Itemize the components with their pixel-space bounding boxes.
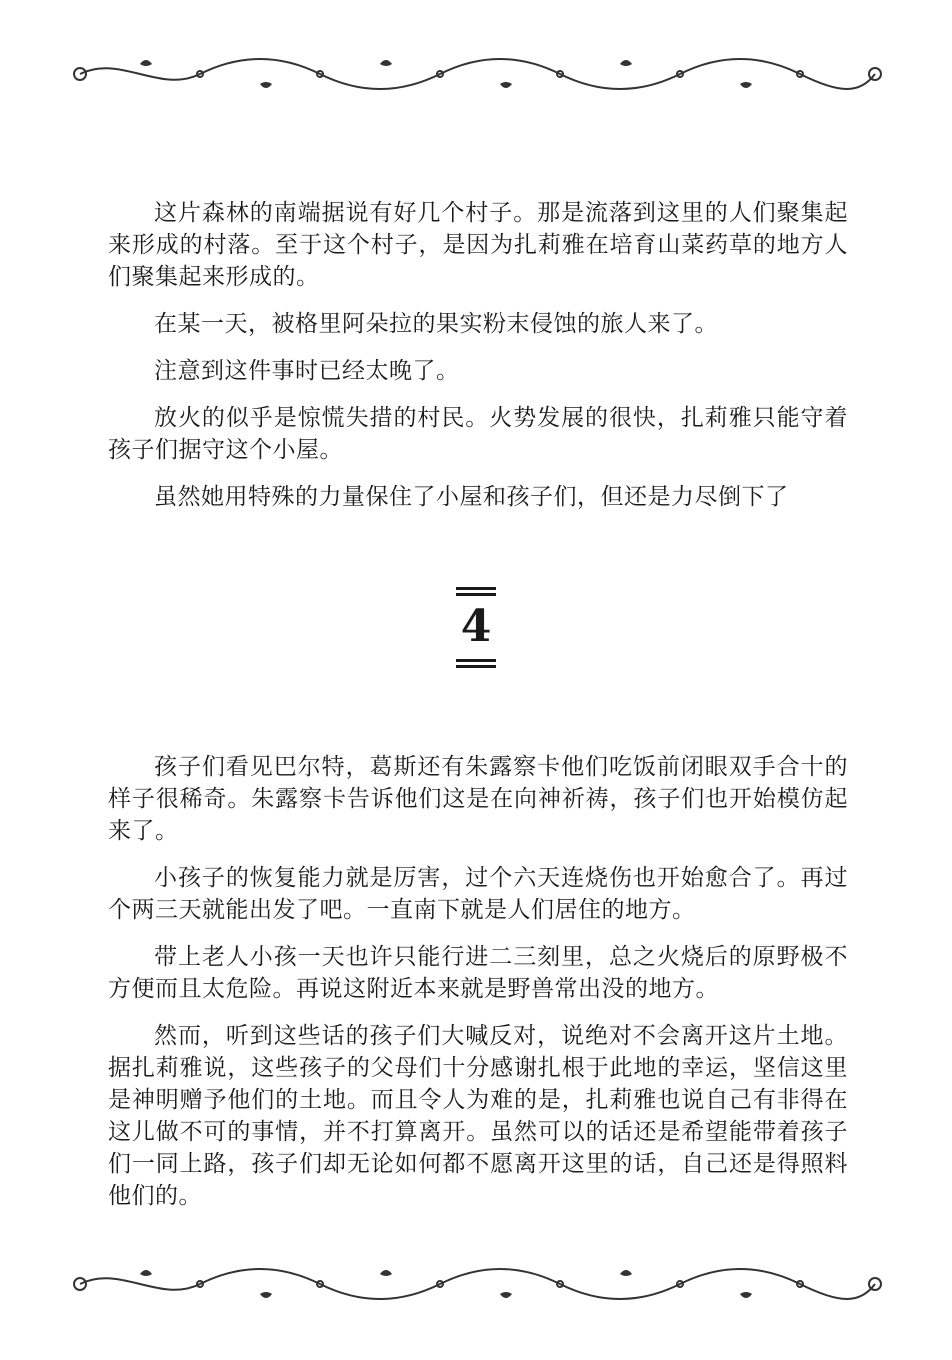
chapter-number: 4 (460, 601, 492, 652)
section-2 (108, 751, 848, 1227)
bottom-ornament (60, 1262, 892, 1306)
paragraph: 孩子们看见巴尔特，葛斯还有朱露察卡他们吃饭前闭眼双手合十的样子很稀奇。朱露察卡告诉他们这是在向神祈祷，孩子们也开始模仿起来了。 (108, 754, 848, 844)
chapter-rule-bottom (456, 659, 496, 662)
section-1 (108, 197, 848, 528)
paragraph: 这片森林的南端据说有好几个村子。那是流落到这里的人们聚集起来形成的村落。至于这个村子，是因为扎莉雅在培育山菜药草的地方人们聚集起来形成的。 (108, 200, 848, 290)
paragraph: 在某一天，被格里阿朵拉的果实粉末侵蚀的旅人来了。 (154, 311, 718, 337)
paragraph: 放火的似乎是惊慌失措的村民。火势发展的很快，扎莉雅只能守着孩子们据守这个小屋。 (108, 405, 848, 463)
chapter-heading (446, 585, 506, 675)
paragraph: 小孩子的恢复能力就是厉害，过个六天连烧伤也开始愈合了。再过个两三天就能出发了吧。一直南下就是人们居住的地方。 (108, 865, 848, 923)
paragraph: 然而，听到这些话的孩子们大喊反对，说绝对不会离开这片土地。据扎莉雅说，这些孩子的父母们十分感谢扎根于此地的幸运，坚信这里是神明赠予他们的土地。而且令人为难的是，扎莉雅也说自己有非得在这儿做不可的事情，并不打算离开。虽然可以的话还是希望能带着孩子们一同上路，孩子们却无论如何都不愿离开这里的话，自己还是得照料他们的。 (108, 1023, 848, 1209)
paragraph: 虽然她用特殊的力量保住了小屋和孩子们，但还是力尽倒下了 (154, 484, 789, 510)
paragraph: 注意到这件事时已经太晚了。 (154, 358, 460, 384)
chapter-rule-top (456, 587, 496, 590)
paragraph: 带上老人小孩一天也许只能行进二三刻里，总之火烧后的原野极不方便而且太危险。再说这附近本来就是野兽常出没的地方。 (108, 944, 848, 1002)
top-ornament (60, 52, 892, 96)
